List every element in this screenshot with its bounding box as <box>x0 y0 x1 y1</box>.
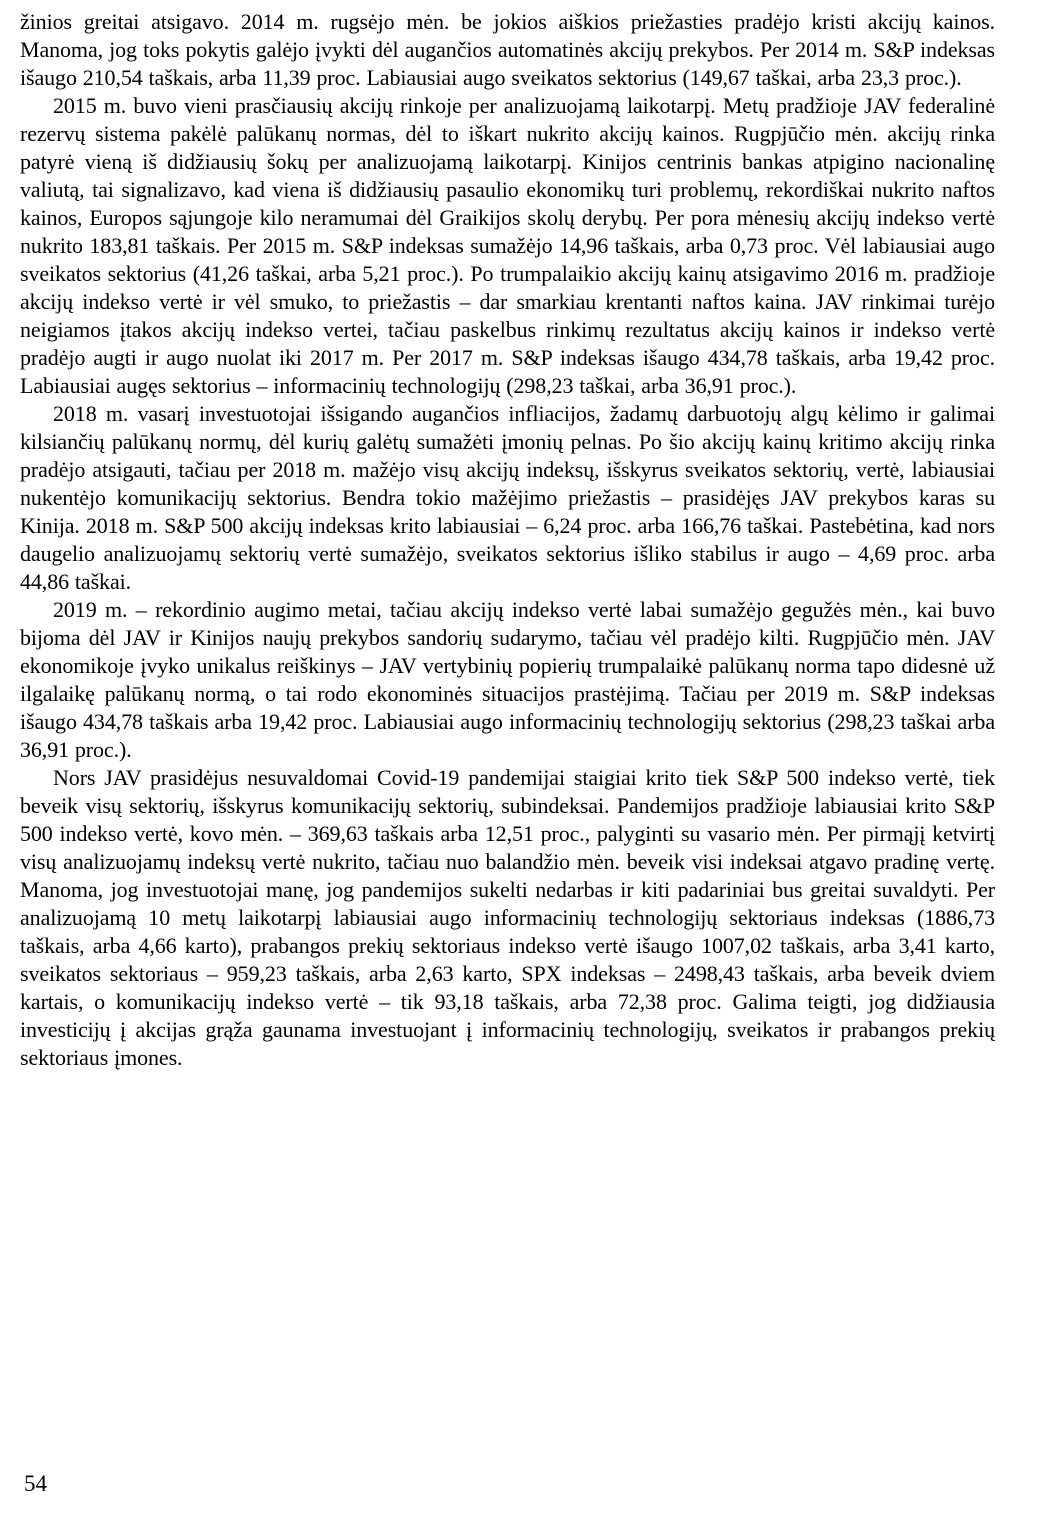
paragraph-continuation-2014: žinios greitai atsigavo. 2014 m. rugsėjo mėn. be jokios aiškios priežasties pradėjo kristi akcijų kainos. Manoma, jog toks pokytis galėjo įvykti dėl augančios automatinės akcijų prekybos. Per 2014 m. S&P indeksas išaugo 210,54 taškais, arba 11,39 proc. Labiausiai augo sveikatos sektorius (149,67 taškai, arba 23,3 proc.). <box>20 9 995 90</box>
paragraph-2018: 2018 m. vasarį investuotojai išsigando augančios infliacijos, žadamų darbuotojų algų kėlimo ir galimai kilsiančių palūkanų normų, dėl kurių galėtų sumažėti įmonių pelnas. Po šio akcijų kainų kritimo akcijų rinka pradėjo atsigauti, tačiau per 2018 m. mažėjo visų akcijų indeksų, išskyrus sveikatos sektorių, vertė, labiausiai nukentėjo komunikacijų sektorius. Bendra tokio mažėjimo priežastis – prasidėjęs JAV prekybos karas su Kinija. 2018 m. S&P 500 akcijų indeksas krito labiausiai – 6,24 proc. arba 166,76 taškai. Pastebėtina, kad nors daugelio analizuojamų sektorių vertė sumažėjo, sveikatos sektorius išliko stabilus ir augo – 4,69 proc. arba 44,86 taškai. <box>20 401 995 594</box>
paragraph-covid-summary: Nors JAV prasidėjus nesuvaldomai Covid-19 pandemijai staigiai krito tiek S&P 500 indekso vertė, tiek beveik visų sektorių, išskyrus komunikacijų sektorių, subindeksai. Pandemijos pradžioje labiausiai krito S&P 500 indekso vertė, kovo mėn. – 369,63 taškais arba 12,51 proc., palyginti su vasario mėn. Per pirmąjį ketvirtį visų analizuojamų indeksų vertė nukrito, tačiau nuo balandžio mėn. beveik visi indeksai atgavo pradinę vertę. Manoma, jog investuotojai manę, jog pandemijos sukelti nedarbas ir kiti padariniai bus greitai suvaldyti. Per analizuojamą 10 metų laikotarpį labiausiai augo informacinių technologijų sektoriaus indeksas (1886,73 taškais, arba 4,66 karto), prabangos prekių sektoriaus indekso vertė išaugo 1007,02 taškais, arba 3,41 karto, sveikatos sektoriaus – 959,23 taškais, arba 2,63 karto, SPX indeksas – 2498,43 taškais, arba beveik dviem kartais, o komunikacijų indekso vertė – tik 93,18 taškais, arba 72,38 proc. Galima teigti, jog didžiausia investicijų į akcijas grąža gaunama investuojant į informacinių technologijų, sveikatos ir prabangos prekių sektoriaus įmones. <box>20 765 995 1070</box>
paragraph-2015-2017: 2015 m. buvo vieni prasčiausių akcijų rinkoje per analizuojamą laikotarpį. Metų pradžioje JAV federalinė rezervų sistema pakėlė palūkanų normas, dėl to iškart nukrito akcijų kainos. Rugpjūčio mėn. akcijų rinka patyrė vieną iš didžiausių šokų per analizuojamą laikotarpį. Kinijos centrinis bankas atpigino nacionalinę valiutą, tai signalizavo, kad viena iš didžiausių pasaulio ekonomikų turi problemų, rekordiškai nukrito naftos kainos, Europos sąjungoje kilo neramumai dėl Graikijos skolų derybų. Per pora mėnesių akcijų indekso vertė nukrito 183,81 taškais. Per 2015 m. S&P indeksas sumažėjo 14,96 taškais, arba 0,73 proc. Vėl labiausiai augo sveikatos sektorius (41,26 taškai, arba 5,21 proc.). Po trumpalaikio akcijų kainų atsigavimo 2016 m. pradžioje akcijų indekso vertė ir vėl smuko, to priežastis – dar smarkiau krentanti naftos kaina. JAV rinkimai turėjo neigiamos įtakos akcijų indekso vertei, tačiau paskelbus rinkimų rezultatus akcijų kainos ir indekso vertė pradėjo augti ir augo nuolat iki 2017 m. Per 2017 m. S&P indeksas išaugo 434,78 taškais, arba 19,42 proc. Labiausiai augęs sektorius – informacinių technologijų (298,23 taškai, arba 36,91 proc.). <box>20 93 995 398</box>
document-page <box>20 8 995 1072</box>
page-number: 54 <box>24 1471 47 1496</box>
paragraph-2019: 2019 m. – rekordinio augimo metai, tačiau akcijų indekso vertė labai sumažėjo gegužės mėn., kai buvo bijoma dėl JAV ir Kinijos naujų prekybos sandorių sudarymo, tačiau vėl pradėjo kilti. Rugpjūčio mėn. JAV ekonomikoje įvyko unikalus reiškinys – JAV vertybinių popierių trumpalaikė palūkanų norma tapo didesnė už ilgalaikę palūkanų normą, o tai rodo ekonominės situacijos prastėjimą. Tačiau per 2019 m. S&P indeksas išaugo 434,78 taškais arba 19,42 proc. Labiausiai augo informacinių technologijų sektorius (298,23 taškai arba 36,91 proc.). <box>20 597 995 762</box>
